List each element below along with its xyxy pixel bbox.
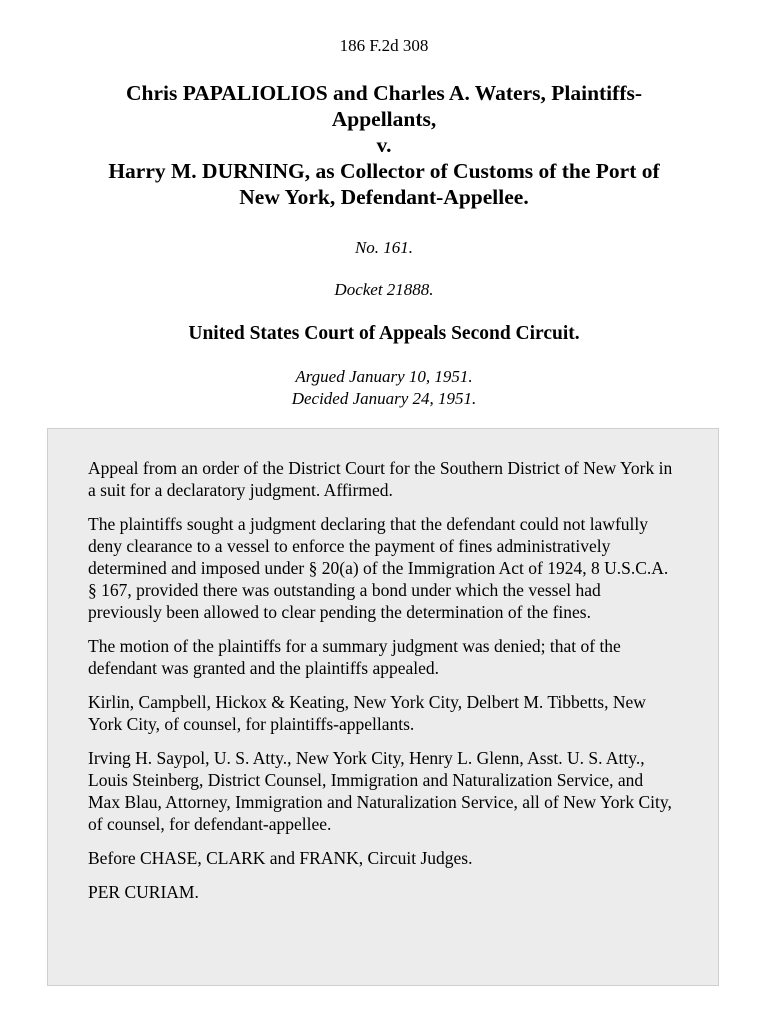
caption-defendant-line-2: New York, Defendant-Appellee. — [239, 185, 529, 209]
case-caption — [40, 80, 728, 210]
summary-paragraph-motions: The motion of the plaintiffs for a summary judgment was denied; that of the defendant was granted and the plaintiffs appealed. — [88, 636, 621, 678]
case-number: No. 161. — [354, 238, 414, 257]
caption-defendant-line-1: Harry M. DURNING, as Collector of Customs of the Port of — [108, 159, 660, 183]
case-summary-box — [47, 428, 719, 986]
caption-plaintiffs-line-2: Appellants, — [331, 107, 437, 131]
summary-paragraph-per-curiam: PER CURIAM. — [88, 882, 199, 902]
caption-versus: v. — [376, 133, 392, 157]
court-name: United States Court of Appeals Second Circuit. — [188, 323, 580, 344]
summary-paragraph-appellant-counsel: Kirlin, Campbell, Hickox & Keating, New York City, Delbert M. Tibbetts, New York City, of counsel, for plaintiffs-appellants. — [88, 692, 646, 734]
docket-number: Docket 21888. — [334, 280, 434, 299]
summary-paragraph-appellee-counsel: Irving H. Saypol, U. S. Atty., New York City, Henry L. Glenn, Asst. U. S. Atty., Louis Steinberg, District Counsel, Immigration and Naturalization Service, and Max Blau, Attorney, Immigration and Naturalization Service, all of New York City, of counsel, for defendant-appellee. — [88, 748, 672, 834]
case-citation: 186 F.2d 308 — [339, 36, 429, 55]
summary-paragraph-relief-sought: The plaintiffs sought a judgment declaring that the defendant could not lawfully deny clearance to a vessel to enforce the payment of fines administratively determined and imposed under § 20(a) of the Immigration Act of 1924, 8 U.S.C.A. § 167, provided there was outstanding a bond under which the vessel had previously been allowed to clear pending the determination of the fines. — [88, 514, 669, 622]
summary-paragraph-appeal: Appeal from an order of the District Court for the Southern District of New York in a suit for a declaratory judgment. Affirmed. — [88, 458, 673, 500]
decided-date: Decided January 24, 1951. — [291, 389, 477, 408]
summary-paragraph-panel: Before CHASE, CLARK and FRANK, Circuit Judges. — [88, 848, 473, 868]
argued-date: Argued January 10, 1951. — [295, 367, 473, 386]
caption-plaintiffs-line-1: Chris PAPALIOLIOS and Charles A. Waters, Plaintiffs- — [125, 81, 643, 105]
